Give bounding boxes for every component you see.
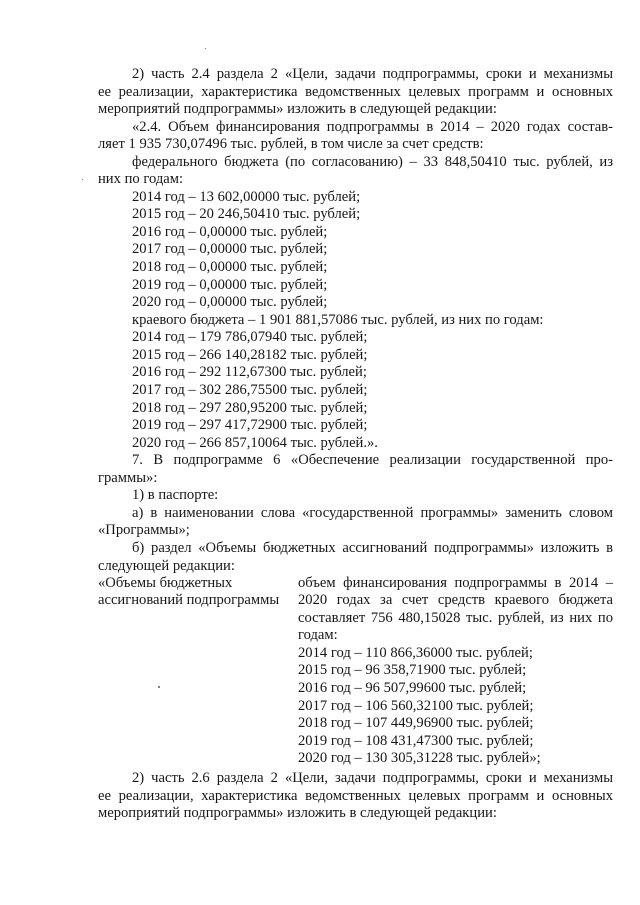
year-line: 2015 год – 266 140,28182 тыс. рублей;	[132, 347, 368, 363]
year-line: 2019 год – 0,00000 тыс. рублей;	[132, 277, 328, 293]
year-line: 2019 год – 108 431,47300 тыс. рублей;	[298, 733, 534, 749]
paragraph-line: следующей редакции:	[98, 558, 235, 574]
year-line: 2016 год – 292 112,67300 тыс. рублей;	[132, 364, 367, 380]
scan-speck	[82, 179, 83, 180]
paragraph-line: 2) часть 2.6 раздела 2 «Цели, задачи подпрограммы, сроки и механизмы	[132, 770, 613, 786]
paragraph-line: «2.4. Объем финансирования подпрограммы в 2014 – 2020 годах состав-	[132, 119, 613, 135]
paragraph-line: ее реализации, характеристика ведомственных целевых программ и основных	[98, 788, 613, 804]
table-right-cell: годам:	[298, 627, 338, 643]
scan-speck	[158, 686, 160, 688]
year-line: 2017 год – 106 560,32100 тыс. рублей;	[298, 698, 534, 714]
paragraph-line: б) раздел «Объемы бюджетных ассигнований подпрограммы» изложить в	[132, 540, 613, 556]
paragraph-line: «Программы»;	[98, 522, 190, 538]
year-line: 2020 год – 266 857,10064 тыс. рублей.».	[132, 435, 378, 451]
paragraph-line: ее реализации, характеристика ведомственных целевых программ и основных	[98, 84, 613, 100]
year-line: 2015 год – 20 246,50410 тыс. рублей;	[132, 206, 361, 222]
paragraph-line: граммы»:	[98, 470, 158, 486]
year-line: 2016 год – 96 507,99600 тыс. рублей;	[298, 680, 527, 696]
year-line: 2014 год – 13 602,00000 тыс. рублей;	[132, 189, 361, 205]
year-line: 2015 год – 96 358,71900 тыс. рублей;	[298, 662, 527, 678]
paragraph-line: 7. В подпрограмме 6 «Обеспечение реализации государственной про-	[132, 452, 613, 468]
table-right-cell: составляет 756 480,15028 тыс. рублей, из них по	[298, 610, 613, 626]
table-left-cell: «Объемы бюджетных	[98, 575, 233, 591]
year-line: 2018 год – 107 449,96900 тыс. рублей;	[298, 715, 534, 731]
year-line: 2017 год – 302 286,75500 тыс. рублей;	[132, 382, 368, 398]
year-line: 2017 год – 0,00000 тыс. рублей;	[132, 241, 328, 257]
year-line: 2020 год – 0,00000 тыс. рублей;	[132, 294, 328, 310]
paragraph-line: них по годам:	[98, 171, 184, 187]
table-right-cell: 2020 годах за счет средств краевого бюджета	[298, 592, 613, 608]
paragraph-line: а) в наименовании слова «государственной программы» заменить словом	[132, 505, 613, 521]
year-line: 2014 год – 179 786,07940 тыс. рублей;	[132, 329, 368, 345]
year-line: 2018 год – 0,00000 тыс. рублей;	[132, 259, 328, 275]
table-left-cell: ассигнований подпрограммы	[98, 592, 280, 608]
scan-speck	[205, 48, 206, 49]
year-line: 2016 год – 0,00000 тыс. рублей;	[132, 224, 328, 240]
paragraph-line: краевого бюджета – 1 901 881,57086 тыс. рублей, из них по годам:	[132, 312, 544, 328]
paragraph-line: 2) часть 2.4 раздела 2 «Цели, задачи подпрограммы, сроки и механизмы	[132, 66, 613, 82]
year-line: 2014 год – 110 866,36000 тыс. рублей;	[298, 645, 533, 661]
paragraph-line: федерального бюджета (по согласованию) – 33 848,50410 тыс. рублей, из	[132, 154, 613, 170]
paragraph-line: 1) в паспорте:	[132, 487, 219, 503]
year-line: 2018 год – 297 280,95200 тыс. рублей;	[132, 400, 368, 416]
year-line: 2020 год – 130 305,31228 тыс. рублей»;	[298, 750, 541, 766]
table-right-cell: объем финансирования подпрограммы в 2014 –	[298, 575, 613, 591]
paragraph-line: ляет 1 935 730,07496 тыс. рублей, в том числе за счет средств:	[98, 136, 484, 152]
paragraph-line: мероприятий подпрограммы» изложить в следующей редакции:	[98, 101, 497, 117]
year-line: 2019 год – 297 417,72900 тыс. рублей;	[132, 417, 368, 433]
paragraph-line: мероприятий подпрограммы» изложить в следующей редакции:	[98, 805, 497, 821]
